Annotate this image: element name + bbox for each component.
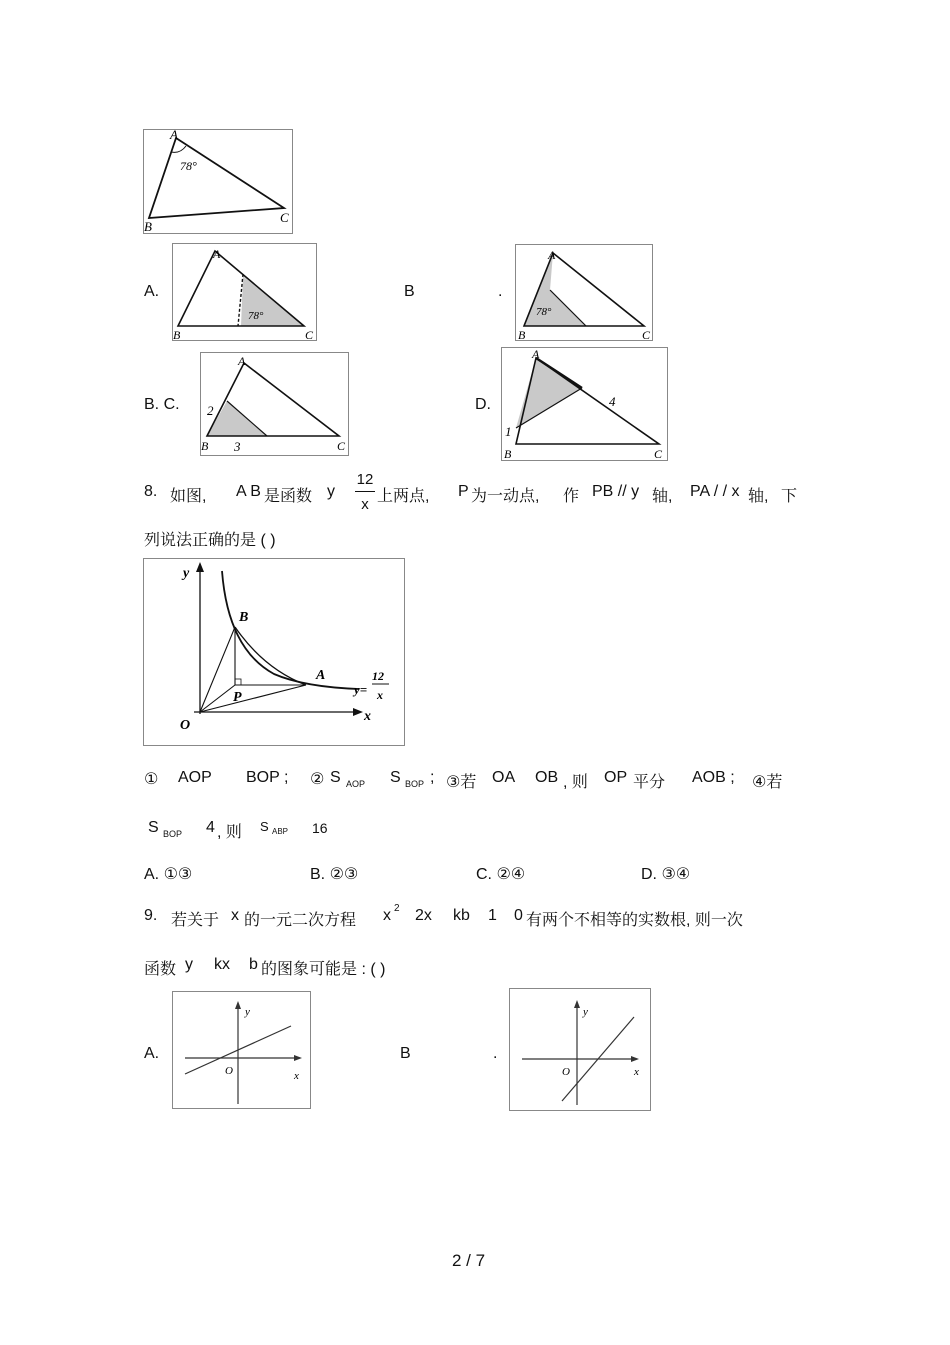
q8-text: P [458, 483, 469, 500]
vertex-B: B [173, 328, 181, 340]
axis-x-label: x [294, 1070, 299, 1082]
axis-x-label: x [634, 1066, 639, 1078]
q7-main-triangle [144, 130, 292, 233]
stmt-1-marker: ① [144, 771, 159, 788]
side-label: 3 [234, 439, 241, 454]
q8-graph [144, 559, 404, 745]
q8-frac-line [355, 491, 375, 492]
q7-option-b-label[interactable]: B [404, 283, 415, 300]
q7-option-a-triangle [173, 244, 316, 340]
q9-text: 若关于 [171, 912, 220, 929]
stmt-4-marker: ④若 [752, 774, 783, 791]
q8-text: y [327, 483, 335, 500]
angle-label: 78° [180, 159, 197, 173]
q7-option-d-triangle [502, 348, 667, 460]
stmt-sub: AOP [346, 779, 366, 789]
q9-text-line2: kx [214, 956, 230, 973]
point-B-label: B [239, 610, 249, 625]
q9-eq: kb [453, 907, 470, 924]
q8-answer-d[interactable]: D. ③④ [641, 866, 691, 883]
q7-option-d-label[interactable]: D. [475, 396, 491, 413]
q8-answer-b[interactable]: B. ②③ [310, 866, 359, 883]
stmt-2-marker: ② [310, 771, 325, 788]
q8-text: 上两点, [377, 488, 430, 505]
angle-label: 78° [248, 310, 264, 322]
q8-answer-c[interactable]: C. ②④ [476, 866, 526, 883]
q7-option-b-figure [515, 244, 653, 341]
stmt-text: S [330, 769, 341, 786]
q7-option-d-figure [501, 347, 668, 461]
stmt-text: S [148, 819, 159, 836]
q9-option-b-figure [509, 988, 651, 1111]
q7-main-figure [143, 129, 293, 234]
q9-text-line2: 函数 [144, 961, 177, 978]
q9-eq: 0 [514, 907, 523, 924]
q8-graph-figure [143, 558, 405, 746]
angle-label: 78° [536, 306, 552, 318]
vertex-A: A [170, 130, 178, 142]
q9-eq: 2x [415, 907, 432, 924]
vertex-A: A [548, 248, 556, 262]
q9-eq: 1 [488, 907, 497, 924]
q9-eq: x [383, 907, 391, 924]
q9-text: 有两个不相等的实数根, 则一次 [526, 912, 743, 929]
function-num: 12 [372, 669, 384, 683]
vertex-B: B [504, 447, 512, 460]
origin-label: O [225, 1065, 233, 1077]
vertex-B: B [144, 219, 152, 233]
vertex-C: C [642, 328, 651, 340]
stmt-text: AOB ; [692, 769, 735, 786]
page-number: 2 / 7 [452, 1251, 486, 1270]
axis-x-label: x [364, 709, 371, 724]
vertex-A: A [238, 354, 246, 368]
q9-eq-sup: 2 [394, 903, 400, 914]
stmt-text: AOP [178, 769, 212, 786]
stmt-3-marker: ③若 [446, 774, 477, 791]
q8-text-line2: 列说法正确的是 ( ) [144, 532, 276, 549]
point-A-label: A [316, 668, 326, 683]
stmt-text: S [260, 819, 269, 834]
q9-option-a-figure [172, 991, 311, 1109]
q7-option-a-label[interactable]: A. [144, 283, 160, 300]
vertex-B: B [518, 328, 526, 340]
stmt-text: BOP ; [246, 769, 289, 786]
stmt-text: 平分 [633, 774, 666, 791]
q9-option-b-graph [510, 989, 650, 1110]
stmt-text: ; [430, 769, 435, 786]
stmt-text: OB [535, 769, 559, 786]
vertex-B: B [201, 439, 209, 453]
origin-label: O [562, 1066, 570, 1078]
function-den: x [377, 688, 383, 702]
q8-text: PA / / x [690, 483, 740, 500]
stmt-sub: BOP [163, 829, 183, 839]
vertex-A: A [213, 247, 221, 261]
origin-label: O [180, 718, 191, 733]
vertex-A: A [532, 348, 540, 361]
q9-option-a-graph [173, 992, 310, 1108]
vertex-C: C [280, 210, 289, 225]
stmt-text: 4 [206, 819, 215, 836]
q8-text: 轴, [652, 488, 673, 505]
q8-answer-a[interactable]: A. ①③ [144, 866, 193, 883]
q9-text-line2: y [185, 956, 193, 973]
q8-text: 下 [781, 488, 798, 505]
side-label: 4 [609, 394, 616, 409]
axis-y-label: y [583, 1006, 588, 1018]
q7-option-c-triangle [201, 353, 348, 455]
q8-text: 是函数 [264, 488, 313, 505]
stmt-text: OA [492, 769, 516, 786]
q9-text: x [231, 907, 239, 924]
axis-y-label: y [183, 566, 190, 581]
q9-text-line2: b [249, 956, 258, 973]
stmt-sub: BOP [405, 779, 425, 789]
q8-text: 作 [563, 488, 580, 505]
stmt-text: , 则 [563, 774, 588, 791]
vertex-C: C [654, 447, 663, 460]
q9-text-line2: 的图象可能是 : ( ) [261, 961, 386, 978]
stmt-text: , 则 [217, 824, 242, 841]
q7-option-b-dot: . [498, 283, 503, 300]
stmt-text: S [390, 769, 401, 786]
q8-text: 轴, [748, 488, 769, 505]
side-label: 2 [207, 403, 214, 418]
q9-option-b-label[interactable]: B [400, 1045, 411, 1062]
q7-option-a-figure [172, 243, 317, 341]
stmt-text: 16 [312, 820, 328, 836]
q8-frac-num: 12 [356, 471, 374, 488]
point-P-label: P [233, 690, 242, 705]
vertex-C: C [337, 439, 346, 453]
q9-option-b-dot: . [493, 1045, 498, 1062]
stmt-sub: ABP [272, 827, 289, 836]
q8-text: A B [236, 483, 261, 500]
side-label: 1 [505, 424, 512, 439]
q9-number: 9. [144, 907, 158, 924]
q9-option-a-label[interactable]: A. [144, 1045, 160, 1062]
q8-text: 为一动点, [471, 488, 540, 505]
q7-option-b-triangle [516, 245, 652, 340]
function-label: y= [354, 682, 368, 697]
q8-frac-den: x [361, 496, 369, 513]
stmt-text: OP [604, 769, 628, 786]
q9-text: 的一元二次方程 [244, 912, 357, 929]
q8-number: 8. [144, 483, 158, 500]
q8-text: 如图, [170, 488, 207, 505]
axis-y-label: y [245, 1006, 250, 1018]
q7-option-c-label[interactable]: B. C. [144, 396, 180, 413]
q7-option-c-figure [200, 352, 349, 456]
vertex-C: C [305, 328, 314, 340]
q8-text: PB // y [592, 483, 640, 500]
